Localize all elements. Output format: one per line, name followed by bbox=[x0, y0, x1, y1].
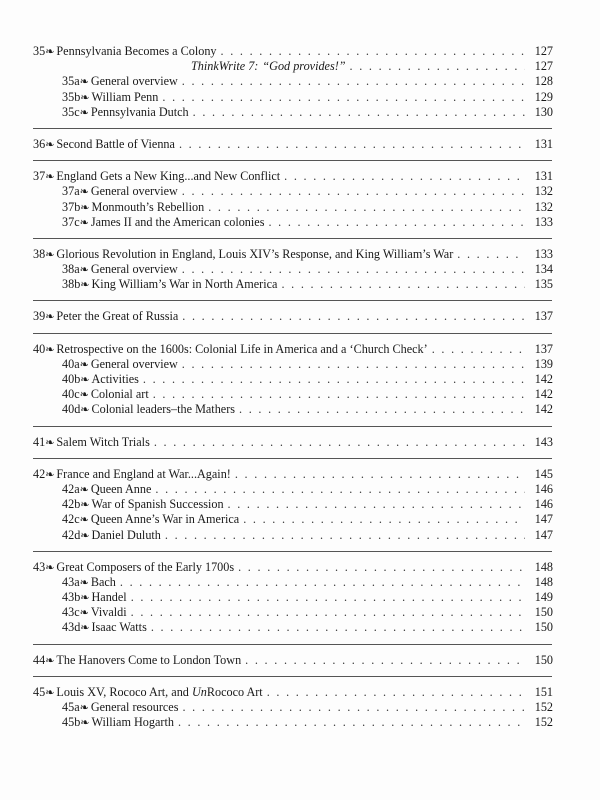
toc-section bbox=[33, 44, 553, 120]
page-number: 139 bbox=[534, 356, 553, 371]
page-number: 151 bbox=[534, 684, 553, 699]
table-of-contents bbox=[33, 44, 553, 730]
toc-section bbox=[33, 685, 553, 731]
toc-subentry[interactable] bbox=[33, 700, 553, 715]
fleuron-leaf-icon: ❧ bbox=[80, 529, 90, 542]
fleuron-leaf-icon: ❧ bbox=[80, 717, 90, 730]
dot-leader bbox=[182, 700, 525, 715]
entry-number: 42d bbox=[62, 527, 81, 542]
toc-subentry[interactable] bbox=[33, 200, 553, 215]
entry-number: 35a bbox=[62, 74, 80, 89]
fleuron-leaf-icon: ❧ bbox=[80, 592, 90, 605]
toc-subentry[interactable] bbox=[33, 605, 553, 620]
entry-title: General overview bbox=[90, 356, 178, 371]
dot-leader bbox=[193, 105, 525, 120]
entry-number: 40 bbox=[33, 341, 46, 356]
entry-number: 42a bbox=[62, 481, 80, 496]
entry-title: Pennsylvania Dutch bbox=[90, 104, 189, 119]
section-divider bbox=[33, 300, 552, 301]
toc-subentry[interactable] bbox=[33, 497, 553, 512]
fleuron-leaf-icon: ❧ bbox=[45, 468, 55, 481]
fleuron-leaf-icon: ❧ bbox=[80, 404, 90, 417]
fleuron-leaf-icon: ❧ bbox=[80, 201, 90, 214]
page-number: 150 bbox=[534, 605, 553, 620]
entry-title: Salem Witch Trials bbox=[56, 434, 150, 449]
toc-section bbox=[33, 653, 553, 668]
entry-number: 37b bbox=[62, 199, 81, 214]
dot-leader bbox=[268, 215, 525, 230]
entry-number: 37c bbox=[62, 214, 80, 229]
entry-number: 42 bbox=[33, 466, 46, 481]
dot-leader bbox=[243, 512, 525, 527]
dot-leader bbox=[281, 277, 525, 292]
entry-title: Colonial art bbox=[90, 387, 149, 402]
page-number: 142 bbox=[534, 402, 553, 417]
toc-entry[interactable] bbox=[33, 685, 553, 700]
dot-leader bbox=[235, 467, 525, 482]
entry-number: 45b bbox=[62, 715, 81, 730]
fleuron-leaf-icon: ❧ bbox=[80, 279, 90, 292]
toc-entry[interactable] bbox=[33, 169, 553, 184]
toc-entry[interactable] bbox=[33, 44, 553, 59]
entry-title: Queen Anne’s War in America bbox=[90, 512, 240, 527]
toc-entry[interactable] bbox=[33, 137, 553, 152]
dot-leader bbox=[120, 575, 525, 590]
entry-number: 37a bbox=[62, 184, 80, 199]
toc-subentry[interactable] bbox=[33, 357, 553, 372]
dot-leader bbox=[182, 184, 525, 199]
fleuron-leaf-icon: ❧ bbox=[80, 622, 90, 635]
page-number: 150 bbox=[534, 652, 553, 667]
toc-section bbox=[33, 342, 553, 418]
page-number: 129 bbox=[534, 89, 553, 104]
page-number: 128 bbox=[534, 74, 553, 89]
page-number: 133 bbox=[534, 214, 553, 229]
fleuron-leaf-icon: ❧ bbox=[45, 561, 55, 574]
toc-subentry[interactable] bbox=[33, 74, 553, 89]
entry-title: Peter the Great of Russia bbox=[56, 309, 179, 324]
toc-section bbox=[33, 309, 553, 324]
toc-section bbox=[33, 169, 553, 230]
toc-subentry[interactable] bbox=[33, 90, 553, 105]
fleuron-leaf-icon: ❧ bbox=[79, 186, 89, 199]
entry-number: 45a bbox=[62, 700, 80, 714]
toc-section bbox=[33, 467, 553, 543]
dot-leader bbox=[239, 402, 525, 417]
dot-leader bbox=[179, 137, 525, 152]
entry-title: England Gets a New King...and New Conflict bbox=[56, 169, 281, 184]
toc-entry[interactable] bbox=[33, 309, 553, 324]
dot-leader bbox=[165, 528, 525, 543]
entry-title: James II and the American colonies bbox=[90, 214, 265, 229]
entry-title: Handel bbox=[91, 590, 127, 605]
page-number: 148 bbox=[534, 559, 553, 574]
entry-title: Second Battle of Vienna bbox=[56, 136, 175, 151]
dot-leader bbox=[154, 435, 525, 450]
fleuron-leaf-icon: ❧ bbox=[45, 343, 55, 356]
entry-title: General overview bbox=[90, 74, 178, 89]
fleuron-leaf-icon: ❧ bbox=[79, 607, 89, 620]
entry-number: 40c bbox=[62, 387, 80, 402]
entry-title: General overview bbox=[90, 262, 178, 277]
dot-leader bbox=[457, 247, 525, 262]
page-number: 145 bbox=[534, 466, 553, 481]
entry-number: 39 bbox=[33, 309, 46, 324]
page-number: 147 bbox=[534, 512, 553, 527]
fleuron-leaf-icon: ❧ bbox=[79, 576, 89, 589]
toc-subentry[interactable] bbox=[33, 482, 553, 497]
page-number: 127 bbox=[534, 44, 553, 58]
page-number: 152 bbox=[534, 700, 553, 714]
entry-number: 43a bbox=[62, 574, 80, 589]
toc-subentry[interactable] bbox=[33, 715, 553, 730]
entry-number: 43 bbox=[33, 559, 46, 574]
entry-title: General resources bbox=[90, 700, 179, 714]
entry-number: 40d bbox=[62, 402, 81, 417]
entry-title: France and England at War...Again! bbox=[56, 466, 231, 481]
entry-number: 35 bbox=[33, 44, 46, 58]
dot-leader bbox=[432, 342, 525, 357]
page-number: 133 bbox=[534, 246, 553, 261]
entry-number: 40a bbox=[62, 356, 80, 371]
dot-leader bbox=[182, 309, 525, 324]
toc-section bbox=[33, 137, 553, 152]
thinkwrite-label: ThinkWrite 7: bbox=[191, 59, 259, 74]
page-number: 146 bbox=[534, 497, 553, 512]
page-number: 152 bbox=[534, 715, 553, 730]
section-divider bbox=[33, 238, 552, 239]
fleuron-leaf-icon: ❧ bbox=[45, 248, 55, 261]
fleuron-leaf-icon: ❧ bbox=[45, 46, 55, 58]
dot-leader bbox=[153, 387, 525, 402]
entry-number: 43b bbox=[62, 590, 81, 605]
fleuron-leaf-icon: ❧ bbox=[45, 436, 55, 449]
thinkwrite-entry[interactable] bbox=[33, 59, 553, 74]
page-number: 127 bbox=[534, 59, 553, 74]
page-number: 132 bbox=[534, 199, 553, 214]
page-number: 132 bbox=[534, 184, 553, 199]
toc-entry[interactable] bbox=[33, 653, 553, 668]
entry-title: Activities bbox=[91, 372, 139, 386]
entry-title: Daniel Duluth bbox=[91, 527, 161, 542]
dot-leader bbox=[350, 59, 525, 74]
fleuron-leaf-icon: ❧ bbox=[45, 311, 55, 324]
entry-number: 37 bbox=[33, 169, 46, 184]
fleuron-leaf-icon: ❧ bbox=[45, 171, 55, 184]
entry-title: Retrospective on the 1600s: Colonial Life in America and a ‘Church Check’ bbox=[56, 341, 428, 356]
page-number: 142 bbox=[534, 372, 553, 386]
fleuron-leaf-icon: ❧ bbox=[80, 374, 90, 386]
page-number: 147 bbox=[534, 527, 553, 542]
entry-number: 44 bbox=[33, 652, 46, 667]
page-number: 131 bbox=[534, 169, 553, 184]
dot-leader bbox=[267, 685, 525, 700]
fleuron-leaf-icon: ❧ bbox=[79, 358, 89, 371]
entry-title: Great Composers of the Early 1700s bbox=[56, 559, 235, 574]
dot-leader bbox=[208, 200, 525, 215]
fleuron-leaf-icon: ❧ bbox=[79, 702, 89, 714]
toc-entry[interactable] bbox=[33, 342, 553, 357]
fleuron-leaf-icon: ❧ bbox=[45, 138, 55, 151]
entry-title: Vivaldi bbox=[90, 605, 127, 620]
dot-leader bbox=[221, 44, 525, 59]
entry-number: 38 bbox=[33, 246, 46, 261]
fleuron-leaf-icon: ❧ bbox=[45, 686, 55, 699]
dot-leader bbox=[182, 74, 525, 89]
toc-subentry[interactable] bbox=[33, 277, 553, 292]
toc-subentry[interactable] bbox=[33, 512, 553, 527]
fleuron-leaf-icon: ❧ bbox=[79, 389, 89, 402]
dot-leader bbox=[131, 605, 525, 620]
entry-number: 36 bbox=[33, 136, 46, 151]
entry-title: The Hanovers Come to London Town bbox=[56, 652, 242, 667]
entry-title: Louis XV, Rococo Art, and UnRococo Art bbox=[56, 684, 263, 699]
fleuron-leaf-icon: ❧ bbox=[80, 499, 90, 512]
page-number: 135 bbox=[534, 277, 553, 292]
entry-number: 43c bbox=[62, 605, 80, 620]
entry-number: 45 bbox=[33, 684, 46, 699]
section-divider bbox=[33, 160, 552, 161]
page-number: 137 bbox=[534, 309, 553, 324]
page-number: 148 bbox=[534, 574, 553, 589]
toc-entry[interactable] bbox=[33, 435, 553, 450]
toc-subentry[interactable] bbox=[33, 575, 553, 590]
page-number: 134 bbox=[534, 262, 553, 277]
section-divider bbox=[33, 551, 552, 552]
entry-title: War of Spanish Succession bbox=[91, 497, 224, 512]
fleuron-leaf-icon: ❧ bbox=[80, 91, 90, 104]
toc-subentry[interactable] bbox=[33, 402, 553, 417]
entry-title: Monmouth’s Rebellion bbox=[91, 199, 205, 214]
toc-subentry[interactable] bbox=[33, 590, 553, 605]
fleuron-leaf-icon: ❧ bbox=[79, 106, 89, 119]
page-number: 142 bbox=[534, 387, 553, 402]
section-divider bbox=[33, 128, 552, 129]
entry-title: William Penn bbox=[91, 89, 159, 104]
section-divider bbox=[33, 426, 552, 427]
page-number: 143 bbox=[534, 434, 553, 449]
thinkwrite-quote: “God provides!” bbox=[262, 59, 346, 74]
entry-title: Pennsylvania Becomes a Colony bbox=[56, 44, 217, 58]
dot-leader bbox=[155, 482, 525, 497]
toc-subentry[interactable] bbox=[33, 387, 553, 402]
page-number: 149 bbox=[534, 590, 553, 605]
toc-section bbox=[33, 247, 553, 293]
toc-section bbox=[33, 560, 553, 636]
page-number: 130 bbox=[534, 104, 553, 119]
dot-leader bbox=[182, 357, 525, 372]
entry-number: 38b bbox=[62, 277, 81, 292]
page-number: 150 bbox=[534, 620, 553, 635]
entry-title: William Hogarth bbox=[91, 715, 174, 730]
dot-leader bbox=[284, 169, 525, 184]
entry-number: 43d bbox=[62, 620, 81, 635]
dot-leader bbox=[182, 262, 525, 277]
dot-leader bbox=[228, 497, 525, 512]
toc-entry[interactable] bbox=[33, 247, 553, 262]
entry-number: 35c bbox=[62, 104, 80, 119]
toc-section bbox=[33, 435, 553, 450]
page-number: 131 bbox=[534, 136, 553, 151]
dot-leader bbox=[245, 653, 525, 668]
entry-number: 38a bbox=[62, 262, 80, 277]
entry-number: 35b bbox=[62, 89, 81, 104]
toc-subentry[interactable] bbox=[33, 215, 553, 230]
entry-title: King William’s War in North America bbox=[91, 277, 278, 292]
entry-number: 42b bbox=[62, 497, 81, 512]
entry-number: 41 bbox=[33, 434, 46, 449]
dot-leader bbox=[151, 620, 525, 635]
toc-entry[interactable] bbox=[33, 560, 553, 575]
toc-entry[interactable] bbox=[33, 467, 553, 482]
toc-subentry[interactable] bbox=[33, 105, 553, 120]
fleuron-leaf-icon: ❧ bbox=[45, 654, 55, 667]
toc-subentry[interactable] bbox=[33, 372, 553, 387]
entry-title: Bach bbox=[90, 574, 116, 589]
dot-leader bbox=[131, 590, 525, 605]
entry-number: 40b bbox=[62, 372, 81, 386]
fleuron-leaf-icon: ❧ bbox=[79, 514, 89, 527]
section-divider bbox=[33, 333, 552, 334]
dot-leader bbox=[143, 372, 525, 387]
entry-title: General overview bbox=[90, 184, 178, 199]
entry-title: Isaac Watts bbox=[91, 620, 147, 635]
fleuron-leaf-icon: ❧ bbox=[79, 76, 89, 89]
fleuron-leaf-icon: ❧ bbox=[79, 483, 89, 496]
page-number: 146 bbox=[534, 481, 553, 496]
fleuron-leaf-icon: ❧ bbox=[79, 216, 89, 229]
section-divider bbox=[33, 676, 552, 677]
dot-leader bbox=[178, 715, 525, 730]
page-number: 137 bbox=[534, 341, 553, 356]
entry-title: Queen Anne bbox=[90, 481, 152, 496]
fleuron-leaf-icon: ❧ bbox=[79, 264, 89, 277]
dot-leader bbox=[162, 90, 525, 105]
section-divider bbox=[33, 644, 552, 645]
toc-subentry[interactable] bbox=[33, 262, 553, 277]
toc-subentry[interactable] bbox=[33, 620, 553, 635]
toc-subentry[interactable] bbox=[33, 528, 553, 543]
entry-title: Glorious Revolution in England, Louis XIV’s Response, and King William’s War bbox=[56, 246, 454, 261]
entry-number: 42c bbox=[62, 512, 80, 527]
section-divider bbox=[33, 458, 552, 459]
dot-leader bbox=[238, 560, 525, 575]
entry-title: Colonial leaders–the Mathers bbox=[91, 402, 236, 417]
toc-subentry[interactable] bbox=[33, 184, 553, 199]
